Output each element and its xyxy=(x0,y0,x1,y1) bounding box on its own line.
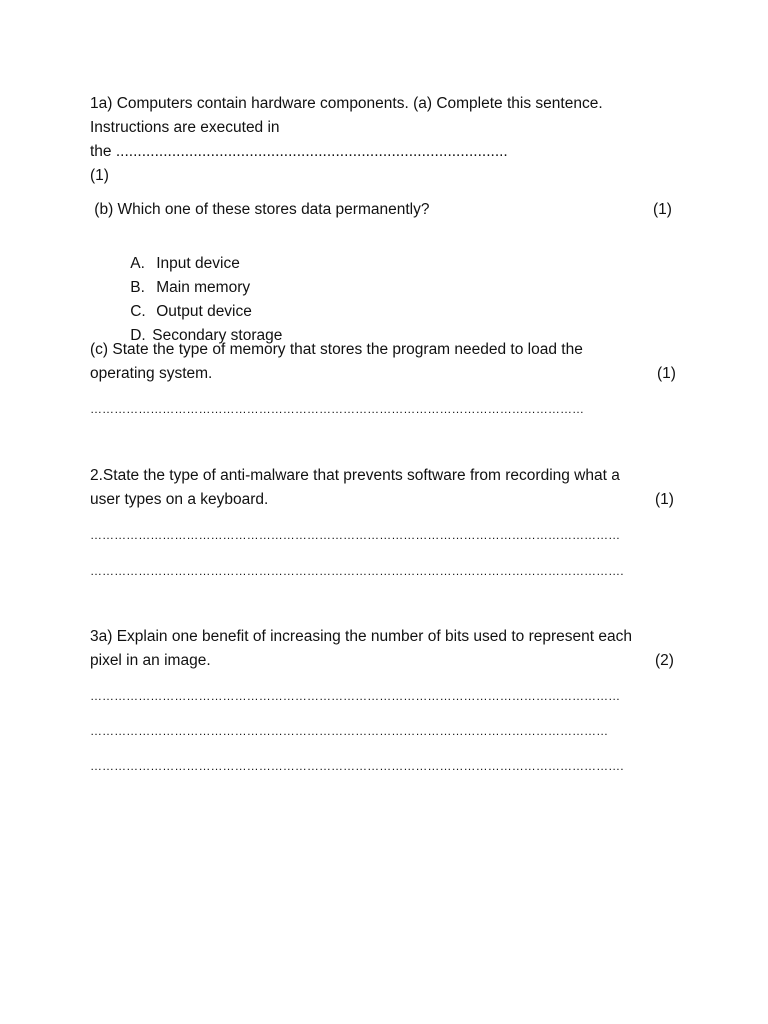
q3a-prompt-line-1: 3a) Explain one benefit of increasing the number of bits used to represent each xyxy=(90,628,632,645)
q3a-mark: (2) xyxy=(655,652,674,669)
q1-intro-line-2: Instructions are executed in xyxy=(90,119,280,136)
q2-prompt-line-2: user types on a keyboard. xyxy=(90,491,269,508)
q2-mark: (1) xyxy=(655,491,674,508)
option-text: Output device xyxy=(156,303,252,320)
option-text: Main memory xyxy=(156,279,251,296)
option-letter: A. xyxy=(130,255,145,272)
q1c-prompt-line-1: (c) State the type of memory that stores the program needed to load the xyxy=(90,341,583,358)
q1b-option-a xyxy=(113,234,240,272)
q1b-option-b xyxy=(113,258,251,296)
option-letter: D. xyxy=(130,327,146,344)
worksheet-page xyxy=(90,0,690,1024)
option-text: Input device xyxy=(156,255,240,272)
option-text: Secondary storage xyxy=(152,327,283,344)
q1-intro-line-1: 1a) Computers contain hardware components. (a) Complete this sentence. xyxy=(90,95,603,112)
q2-answer-line-1: …………………………………………………………………………………………………………………… xyxy=(90,528,621,542)
q1b-option-d xyxy=(113,306,283,344)
q1c-mark: (1) xyxy=(657,365,676,382)
q1b-option-c xyxy=(113,282,252,320)
q2-answer-line-2: ……………………………………………………………………………………………………………………. xyxy=(90,564,624,578)
q1b-prompt: (b) Which one of these stores data permanently? xyxy=(90,201,430,218)
q1a-mark: (1) xyxy=(90,167,109,184)
q1c-answer-line: …………………………………………………………………………………………………………… xyxy=(90,402,585,416)
q1-intro-line-3: the ........................................................................................... xyxy=(90,143,508,160)
q3a-answer-line-1: …………………………………………………………………………………………………………………… xyxy=(90,689,621,703)
option-letter: B. xyxy=(130,279,145,296)
option-letter: C. xyxy=(130,303,146,320)
q2-prompt-line-1: 2.State the type of anti-malware that prevents software from recording what a xyxy=(90,467,620,484)
q1b-mark: (1) xyxy=(653,201,672,218)
q3a-answer-line-2: ………………………………………………………………………………………………………………… xyxy=(90,724,609,738)
q3a-prompt-line-2: pixel in an image. xyxy=(90,652,211,669)
q1c-prompt-line-2: operating system. xyxy=(90,365,213,382)
q3a-answer-line-3: ……………………………………………………………………………………………………………………. xyxy=(90,759,624,773)
